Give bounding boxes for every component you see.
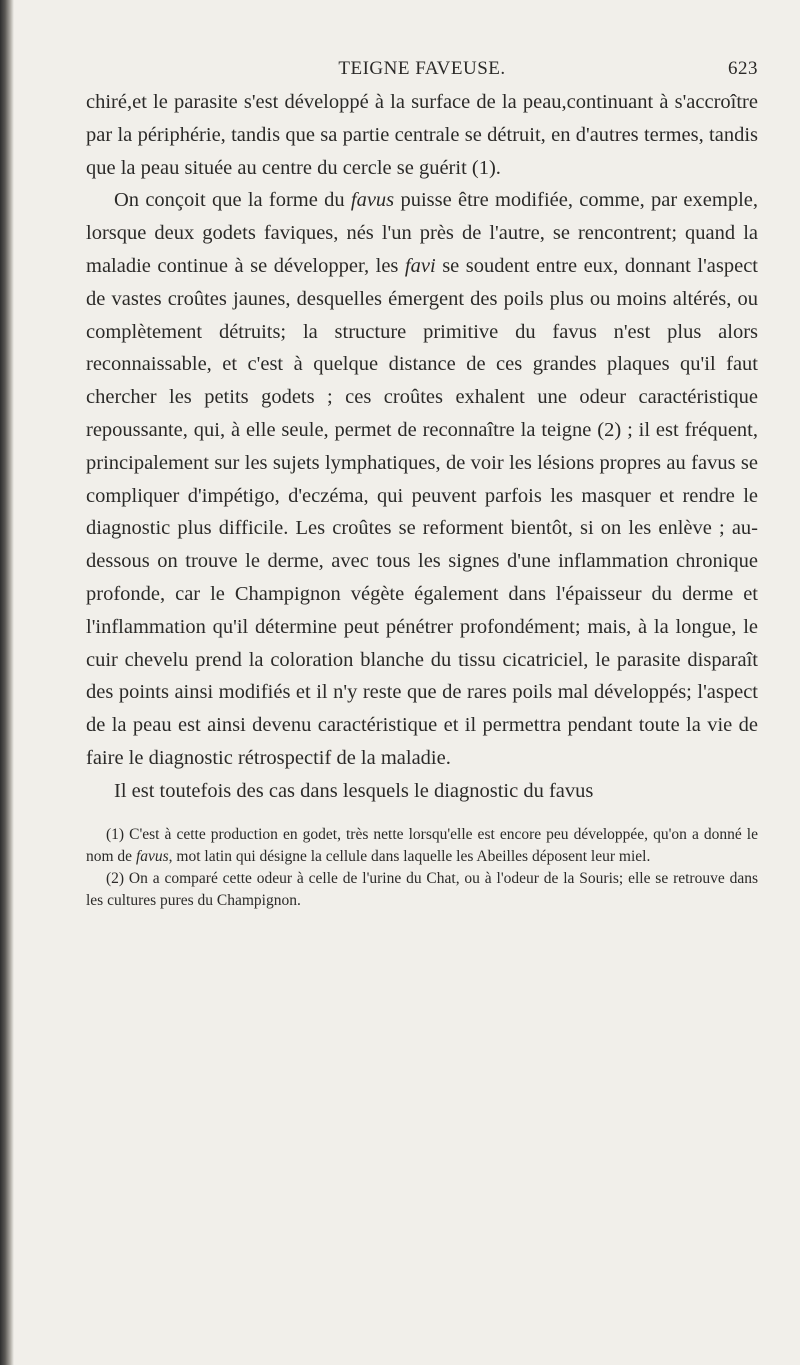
footnote-1-part-2: , mot latin qui désigne la cellule dans laquelle les Abeilles déposent leur miel. — [168, 847, 651, 865]
book-binding-edge — [0, 0, 14, 1365]
footnote-1-italic-favus: favus — [135, 847, 169, 865]
paragraph-continuation — [86, 86, 758, 184]
running-title: TEIGNE FAVEUSE. — [338, 58, 506, 79]
footnote-1-part-1: (1) C'est à cette production en godet, très nette lorsqu'elle est encore peu développée, qu'on a donné le nom de — [86, 825, 758, 865]
footnote-2 — [86, 868, 758, 912]
footnotes — [86, 824, 758, 912]
paragraph-diagnostic — [86, 775, 758, 808]
footnote-1 — [86, 824, 758, 868]
page-number: 623 — [728, 58, 758, 79]
paragraph-3-text: Il est toutefois des cas dans lesquels le diagnostic du favus — [114, 779, 594, 802]
italic-favi: favi — [404, 254, 436, 277]
book-page — [86, 58, 758, 912]
italic-favus: favus — [350, 189, 395, 212]
paragraph-1-text: chiré,et le parasite s'est développé à la surface de la peau,continuant à s'accroître par la périphérie, tandis que sa partie centrale se détruit, en d'autres termes, tandis que la peau située au centre du cercle se guérit (1). — [86, 91, 758, 179]
paragraph-favus-form — [86, 184, 758, 774]
paragraph-2-part-3: se soudent entre eux, donnant l'aspect de vastes croûtes jaunes, desquelles émergent des poils plus ou moins altérés, ou complètement détruits; la structure primitive du favus n'est plus alors reconnaissable, et c'est à quelque distance de ces grandes plaques qu'il faut chercher les petits godets ; ces croûtes exhalent une odeur caractéristique repoussante, qui, à elle seule, permet de reconnaître la teigne (2) ; il est fréquent, principalement sur les sujets lymphatiques, de voir les lésions propres au favus se compliquer d'impétigo, d'eczéma, qui peuvent parfois les masquer et rendre le diagnostic plus difficile. Les croûtes se reforment bientôt, si on les enlève ; au-dessous on trouve le derme, avec tous les signes d'une inflammation chronique profonde, car le Champignon végète également dans l'épaisseur du derme et l'inflammation qu'il détermine peut pénétrer profondément; mais, à la longue, le cuir chevelu prend la coloration blanche du tissu cicatriciel, le parasite disparaît des points ainsi modifiés et il n'y reste que de rares poils mal développés; l'aspect de la peau est ainsi devenu caractéristique et il permettra pendant toute la vie de faire le diagnostic rétrospectif de la maladie. — [86, 254, 758, 769]
paragraph-2-part-2: puisse être modifiée, comme, par exemple, lorsque deux godets faviques, nés l'un près de l'autre, se rencontrent; quand la maladie continue à se développer, les — [86, 189, 758, 277]
body-text — [86, 86, 758, 808]
paragraph-2-part-1: On conçoit que la forme du — [114, 189, 351, 212]
footnote-2-text: (2) On a comparé cette odeur à celle de l'urine du Chat, ou à l'odeur de la Souris; elle se retrouve dans les cultures pures du Champignon. — [86, 869, 758, 909]
running-head — [86, 58, 758, 86]
